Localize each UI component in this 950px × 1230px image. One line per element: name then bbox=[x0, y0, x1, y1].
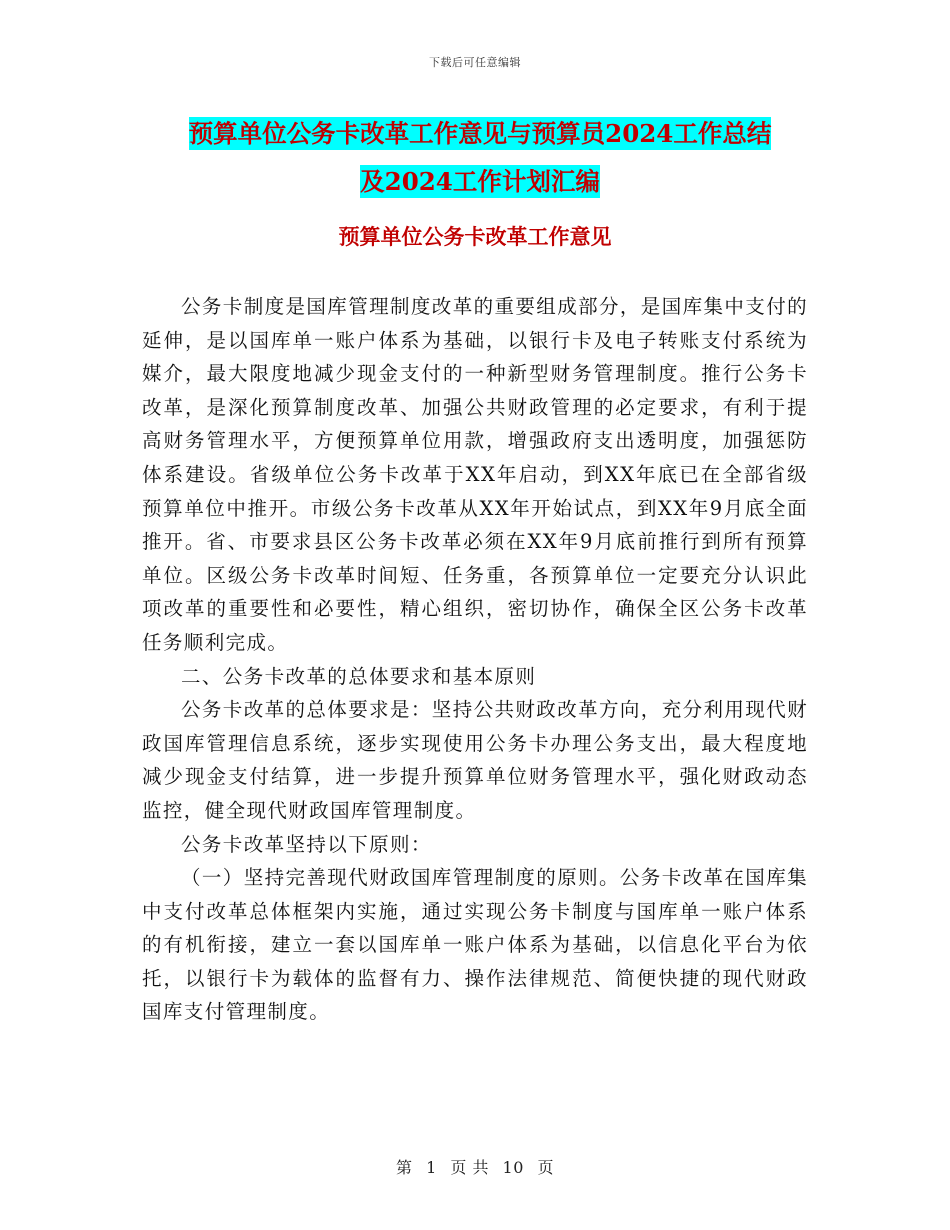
footer-prefix: 第 bbox=[395, 1158, 413, 1177]
body-text bbox=[142, 290, 808, 1029]
footer-middle: 页 共 bbox=[450, 1158, 489, 1177]
paragraph-intro: 公务卡制度是国库管理制度改革的重要组成部分，是国库集中支付的延伸，是以国库单一账户体系为基础，以银行卡及电子转账支付系统为媒介，最大限度地减少现金支付的一种新型财务管理制度。推行公务卡改革，是深化预算制度改革、加强公共财政管理的必定要求，有利于提高财务管理水平，方便预算单位用款，增强政府支出透明度，加强惩防体系建设。省级单位公务卡改革于XX年启动，到XX年底已在全部省级预算单位中推开。市级公务卡改革从XX年开始试点，到XX年9月底全面推开。省、市要求县区公务卡改革必须在XX年9月底前推行到所有预算单位。区级公务卡改革时间短、任务重，各预算单位一定要充分认识此项改革的重要性和必要性，精心组织，密切协作，确保全区公务卡改革任务顺利完成。 bbox=[142, 295, 809, 654]
footer-suffix: 页 bbox=[537, 1158, 555, 1177]
paragraph-principles-lead: 公务卡改革坚持以下原则： bbox=[181, 832, 432, 856]
paragraph-general-requirements: 公务卡改革的总体要求是：坚持公共财政改革方向，充分利用现代财政国库管理信息系统，逐步实现使用公务卡办理公务支出，最大程度地减少现金支付结算，进一步提升预算单位财务管理水平，强化财政动态监控，健全现代财政国库管理制度。 bbox=[142, 698, 809, 822]
document-title bbox=[130, 110, 830, 206]
paragraph-principle-1: （一）坚持完善现代财政国库管理制度的原则。公务卡改革在国库集中支付改革总体框架内实施，通过实现公务卡制度与国库单一账户体系的有机衔接，建立一套以国库单一账户体系为基础，以信息化平台为依托，以银行卡为载体的监督有力、操作法律规范、简便快捷的现代财政国库支付管理制度。 bbox=[142, 866, 809, 1024]
section-title: 预算单位公务卡改革工作意见 bbox=[338, 224, 612, 249]
total-page-count: 10 bbox=[502, 1158, 524, 1177]
header-note: 下载后可任意编辑 bbox=[429, 56, 521, 69]
page-footer bbox=[0, 1155, 950, 1178]
paragraph-heading-2: 二、公务卡改革的总体要求和基本原则 bbox=[181, 664, 537, 688]
title-line-2: 及2024工作计划汇编 bbox=[360, 167, 600, 196]
current-page-number: 1 bbox=[426, 1158, 437, 1177]
title-line-1: 预算单位公务卡改革工作意见与预算员2024工作总结 bbox=[188, 119, 772, 148]
